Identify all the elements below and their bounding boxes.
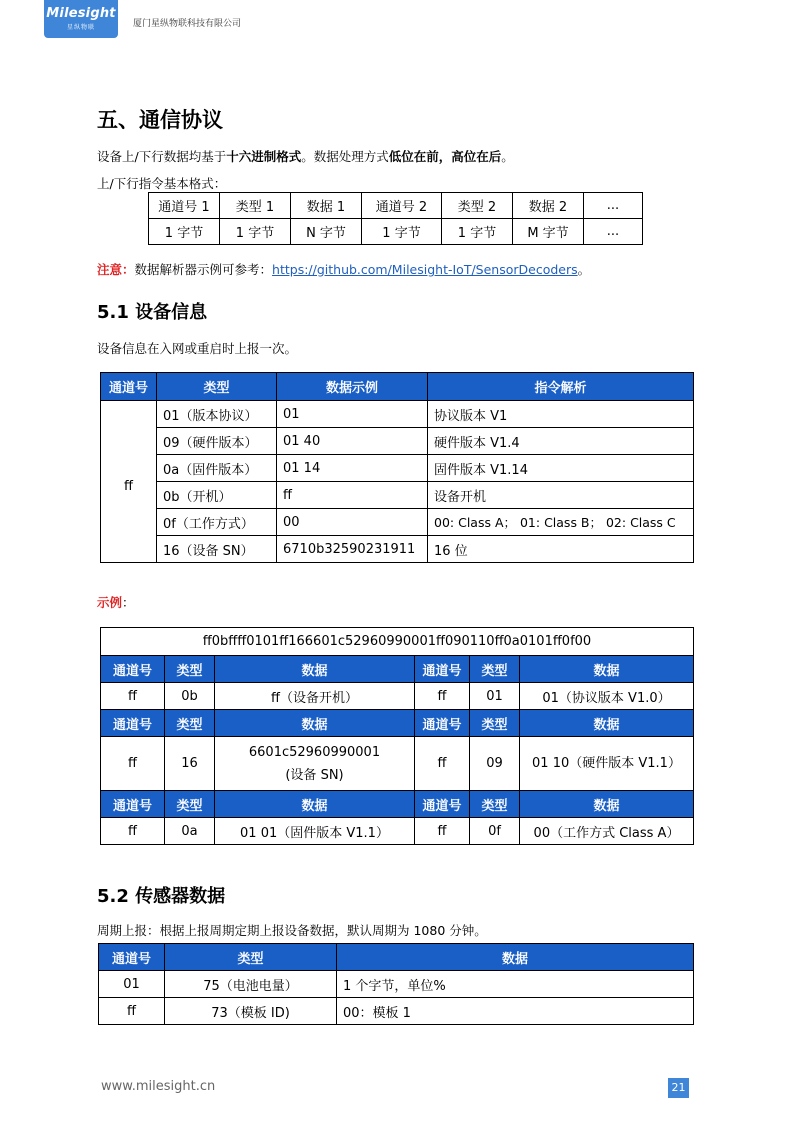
table-cell: 1 字节 — [220, 219, 291, 245]
table-row — [149, 219, 643, 245]
table-cell: 01（协议版本 V1.0） — [520, 683, 694, 710]
header-cell: 类型 — [165, 710, 215, 737]
table-row — [99, 971, 694, 998]
header-cell: 通道号 — [101, 373, 157, 401]
note-label: 注意： — [97, 262, 135, 277]
table-cell: 0f — [470, 818, 520, 845]
table-row — [101, 401, 694, 428]
logo-sub: 星纵物联 — [66, 24, 95, 31]
intro-bold: 低位在前，高位在后 — [388, 149, 502, 164]
example-cell: 01 — [277, 401, 428, 428]
table-cell: 0a — [165, 818, 215, 845]
intro-text: 。 — [501, 149, 514, 164]
table-header-row — [101, 791, 694, 818]
header-cell: 数据 — [215, 710, 415, 737]
table-row — [101, 482, 694, 509]
header-cell: 指令解析 — [428, 373, 694, 401]
footer-url[interactable]: www.milesight.cn — [101, 1079, 216, 1094]
header-cell: 数据 — [520, 710, 694, 737]
table-cell: ff — [101, 818, 165, 845]
table-cell: 1 字节 — [362, 219, 442, 245]
table-cell: ff — [415, 818, 470, 845]
table-cell: 类型 2 — [442, 193, 513, 219]
example-cell: 00 — [277, 509, 428, 536]
table-cell: 00：模板 1 — [337, 998, 694, 1025]
header-cell: 类型 — [157, 373, 277, 401]
logo-brand: Milesight — [46, 6, 116, 21]
table-cell: 75（电池电量） — [165, 971, 337, 998]
type-cell: 01（版本协议） — [157, 401, 277, 428]
table-cell: 01 01（固件版本 V1.1） — [215, 818, 415, 845]
table-cell: ... — [584, 193, 643, 219]
type-cell: 0a（固件版本） — [157, 455, 277, 482]
table-cell: N 字节 — [291, 219, 362, 245]
table-cell: 00（工作方式 Class A） — [520, 818, 694, 845]
table-cell: 1 字节 — [442, 219, 513, 245]
table-cell: M 字节 — [513, 219, 584, 245]
example-hex-cell: ff0bffff0101ff166601c52960990001ff090110ff0a0101ff0f00 — [101, 628, 694, 656]
example-cell: 01 40 — [277, 428, 428, 455]
type-cell: 09（硬件版本） — [157, 428, 277, 455]
sn-value: 6601c52960990001 — [248, 744, 381, 760]
example-cell: 01 14 — [277, 455, 428, 482]
header-cell: 类型 — [165, 791, 215, 818]
format-table — [148, 192, 643, 245]
table-row — [101, 509, 694, 536]
header-cell: 类型 — [470, 791, 520, 818]
device-info-desc: 设备信息在入网或重启时上报一次。 — [97, 341, 298, 356]
example-table — [100, 627, 694, 845]
table-row — [99, 998, 694, 1025]
page-number: 21 — [668, 1078, 689, 1098]
table-cell: ff — [101, 737, 165, 791]
table-header-row — [101, 656, 694, 683]
header-cell: 通道号 — [101, 710, 165, 737]
header-cell: 数据 — [520, 656, 694, 683]
sensor-data-desc: 周期上报：根据上报周期定期上报设备数据，默认周期为 1080 分钟。 — [97, 923, 487, 938]
header-cell: 数据 — [337, 944, 694, 971]
device-info-table — [100, 372, 694, 563]
header-cell: 数据 — [520, 791, 694, 818]
type-cell: 0b（开机） — [157, 482, 277, 509]
sn-label: (设备 SN) — [285, 767, 344, 783]
table-row — [101, 536, 694, 563]
header-cell: 数据 — [215, 656, 415, 683]
table-row — [149, 193, 643, 219]
table-cell — [215, 737, 415, 791]
table-row — [101, 455, 694, 482]
subsection-title-sensor-data: 5.2 传感器数据 — [97, 886, 226, 907]
table-row — [101, 428, 694, 455]
note-paragraph — [97, 260, 590, 278]
table-cell: 0b — [165, 683, 215, 710]
type-cell: 0f（工作方式） — [157, 509, 277, 536]
subsection-title-device-info: 5.1 设备信息 — [97, 302, 208, 323]
table-cell: ... — [584, 219, 643, 245]
header-cell: 通道号 — [99, 944, 165, 971]
format-label: 上/下行指令基本格式： — [97, 176, 227, 191]
intro-text: 。数据处理方式 — [301, 149, 389, 164]
table-cell: 73（模板 ID) — [165, 998, 337, 1025]
table-cell: 数据 1 — [291, 193, 362, 219]
table-cell: 01 — [99, 971, 165, 998]
intro-paragraph — [97, 147, 514, 165]
table-header-row — [101, 710, 694, 737]
example-label-text: 示例 — [97, 595, 123, 610]
table-cell: ff — [415, 683, 470, 710]
table-cell: 通道号 1 — [149, 193, 220, 219]
channel-cell: ff — [101, 401, 157, 563]
section-title: 五、通信协议 — [97, 108, 223, 132]
table-cell: 01 — [470, 683, 520, 710]
table-row — [101, 737, 694, 791]
table-cell: 数据 2 — [513, 193, 584, 219]
table-header-row — [101, 373, 694, 401]
decoder-link[interactable]: https://github.com/Milesight-IoT/SensorDecoders — [272, 262, 578, 277]
header-cell: 类型 — [165, 944, 337, 971]
parse-cell: 协议版本 V1 — [428, 401, 694, 428]
example-label — [97, 593, 135, 611]
header-cell: 通道号 — [101, 656, 165, 683]
table-cell: 通道号 2 — [362, 193, 442, 219]
table-cell: ff — [99, 998, 165, 1025]
table-cell: 类型 1 — [220, 193, 291, 219]
intro-text: 设备上/下行数据均基于 — [97, 149, 227, 164]
header-cell: 通道号 — [415, 710, 470, 737]
table-cell: ff（设备开机） — [215, 683, 415, 710]
header-cell: 数据示例 — [277, 373, 428, 401]
company-name: 厦门星纵物联科技有限公司 — [133, 19, 242, 29]
parse-cell: 设备开机 — [428, 482, 694, 509]
table-cell: ff — [101, 683, 165, 710]
note-end: 。 — [577, 262, 591, 277]
table-cell: 1 个字节，单位% — [337, 971, 694, 998]
sensor-data-table — [98, 943, 694, 1025]
table-row — [101, 818, 694, 845]
header-cell: 通道号 — [415, 656, 470, 683]
company-logo — [44, 0, 118, 38]
header-cell: 类型 — [470, 656, 520, 683]
table-row — [101, 628, 694, 656]
header-cell: 通道号 — [415, 791, 470, 818]
example-label-colon: ： — [122, 595, 135, 610]
table-cell: 01 10（硬件版本 V1.1） — [520, 737, 694, 791]
table-cell: 16 — [165, 737, 215, 791]
intro-bold: 十六进制格式 — [226, 149, 302, 164]
table-row — [101, 683, 694, 710]
type-cell: 16（设备 SN） — [157, 536, 277, 563]
parse-cell: 硬件版本 V1.4 — [428, 428, 694, 455]
parse-cell: 00: Class A； 01: Class B； 02: Class C — [428, 509, 694, 536]
table-header-row — [99, 944, 694, 971]
example-cell: 6710b32590231911 — [277, 536, 428, 563]
parse-cell: 16 位 — [428, 536, 694, 563]
parse-cell: 固件版本 V1.14 — [428, 455, 694, 482]
note-text: 数据解析器示例可参考： — [134, 262, 273, 277]
header-cell: 通道号 — [101, 791, 165, 818]
header-cell: 数据 — [215, 791, 415, 818]
table-cell: 1 字节 — [149, 219, 220, 245]
header-cell: 类型 — [470, 710, 520, 737]
table-cell: 09 — [470, 737, 520, 791]
header-cell: 类型 — [165, 656, 215, 683]
table-cell: ff — [415, 737, 470, 791]
example-cell: ff — [277, 482, 428, 509]
